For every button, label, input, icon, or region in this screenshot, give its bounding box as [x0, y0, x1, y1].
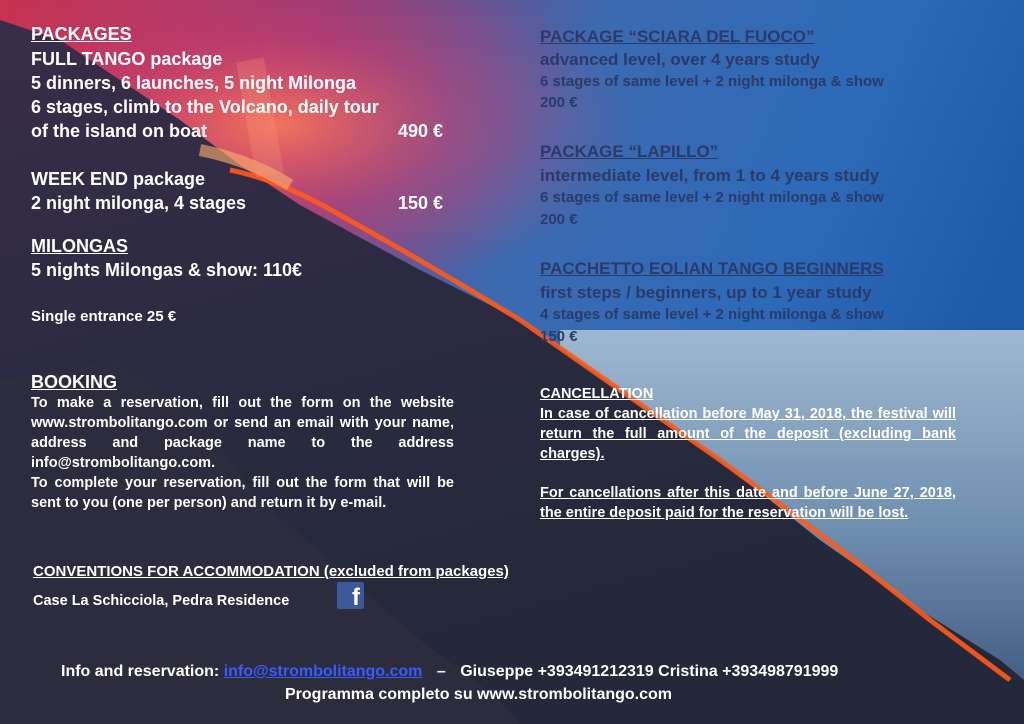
sciara-level: advanced level, over 4 years study [540, 50, 820, 69]
weekend-price: 150 € [398, 193, 444, 213]
info-label: Info and reservation: [61, 663, 220, 680]
packages-title: PACKAGES [31, 24, 132, 44]
full-tango-title: FULL TANGO package [31, 49, 223, 69]
milongas-title: MILONGAS [31, 236, 128, 256]
conventions-title: CONVENTIONS FOR ACCOMMODATION (excluded from packages) [33, 563, 509, 580]
email-link[interactable]: info@strombolitango.com [223, 663, 423, 680]
full-tango-line-2: 6 stages, climb to the Volcano, daily tour [31, 97, 379, 117]
booking-text-2: To complete your reservation, fill out the form that will be sent to you (one per person) and return it by e-mail. [31, 475, 454, 511]
booking-text-1: To make a reservation, fill out the form on the website www.strombolitango.com or send an email with your name, address and package name to the address info@strombolitango.com. [31, 395, 454, 471]
full-tango-price: 490 € [398, 121, 444, 141]
full-tango-line-3: of the island on boat [31, 121, 207, 141]
cancellation-title: CANCELLATION [540, 386, 654, 402]
weekend-title: WEEK END package [31, 169, 206, 189]
footer-program: Programma completo su www.strombolitango.com [285, 686, 673, 703]
sciara-price: 200 € [540, 94, 578, 111]
beginners-price: 150 € [540, 328, 578, 345]
footer-info [61, 662, 838, 681]
single-entrance: Single entrance 25 € [31, 308, 177, 325]
lapillo-detail: 6 stages of same level + 2 night milonga & show [540, 189, 884, 206]
lapillo-title: PACKAGE “LAPILLO” [540, 142, 719, 161]
lapillo-level: intermediate level, from 1 to 4 years study [540, 166, 880, 185]
beginners-level: first steps / beginners, up to 1 year study [540, 283, 872, 302]
beginners-detail: 4 stages of same level + 2 night milonga & show [540, 306, 884, 323]
sciara-title: PACKAGE “SCIARA DEL FUOCO” [540, 27, 815, 46]
contacts: Giuseppe +393491212319 Cristina +393498791999 [460, 663, 839, 680]
conventions-line: Case La Schicciola, Pedra Residence [33, 593, 290, 609]
booking-title: BOOKING [31, 372, 118, 392]
facebook-icon[interactable]: f [337, 582, 364, 609]
cancellation-text-1: In case of cancellation before May 31, 2018, the festival will return the full amount of the deposit (excluding bank charges). [540, 406, 956, 462]
weekend-line: 2 night milonga, 4 stages [31, 193, 247, 213]
beginners-title: PACCHETTO EOLIAN TANGO BEGINNERS [540, 259, 884, 278]
sciara-detail: 6 stages of same level + 2 night milonga & show [540, 73, 884, 90]
lapillo-price: 200 € [540, 211, 578, 228]
full-tango-line-1: 5 dinners, 6 launches, 5 night Milonga [31, 73, 357, 93]
separator: – [436, 663, 446, 680]
milongas-line: 5 nights Milongas & show: 110€ [31, 260, 303, 280]
cancellation-text-2: For cancellations after this date and before June 27, 2018, the entire deposit paid for the reservation will be lost. [540, 485, 956, 521]
